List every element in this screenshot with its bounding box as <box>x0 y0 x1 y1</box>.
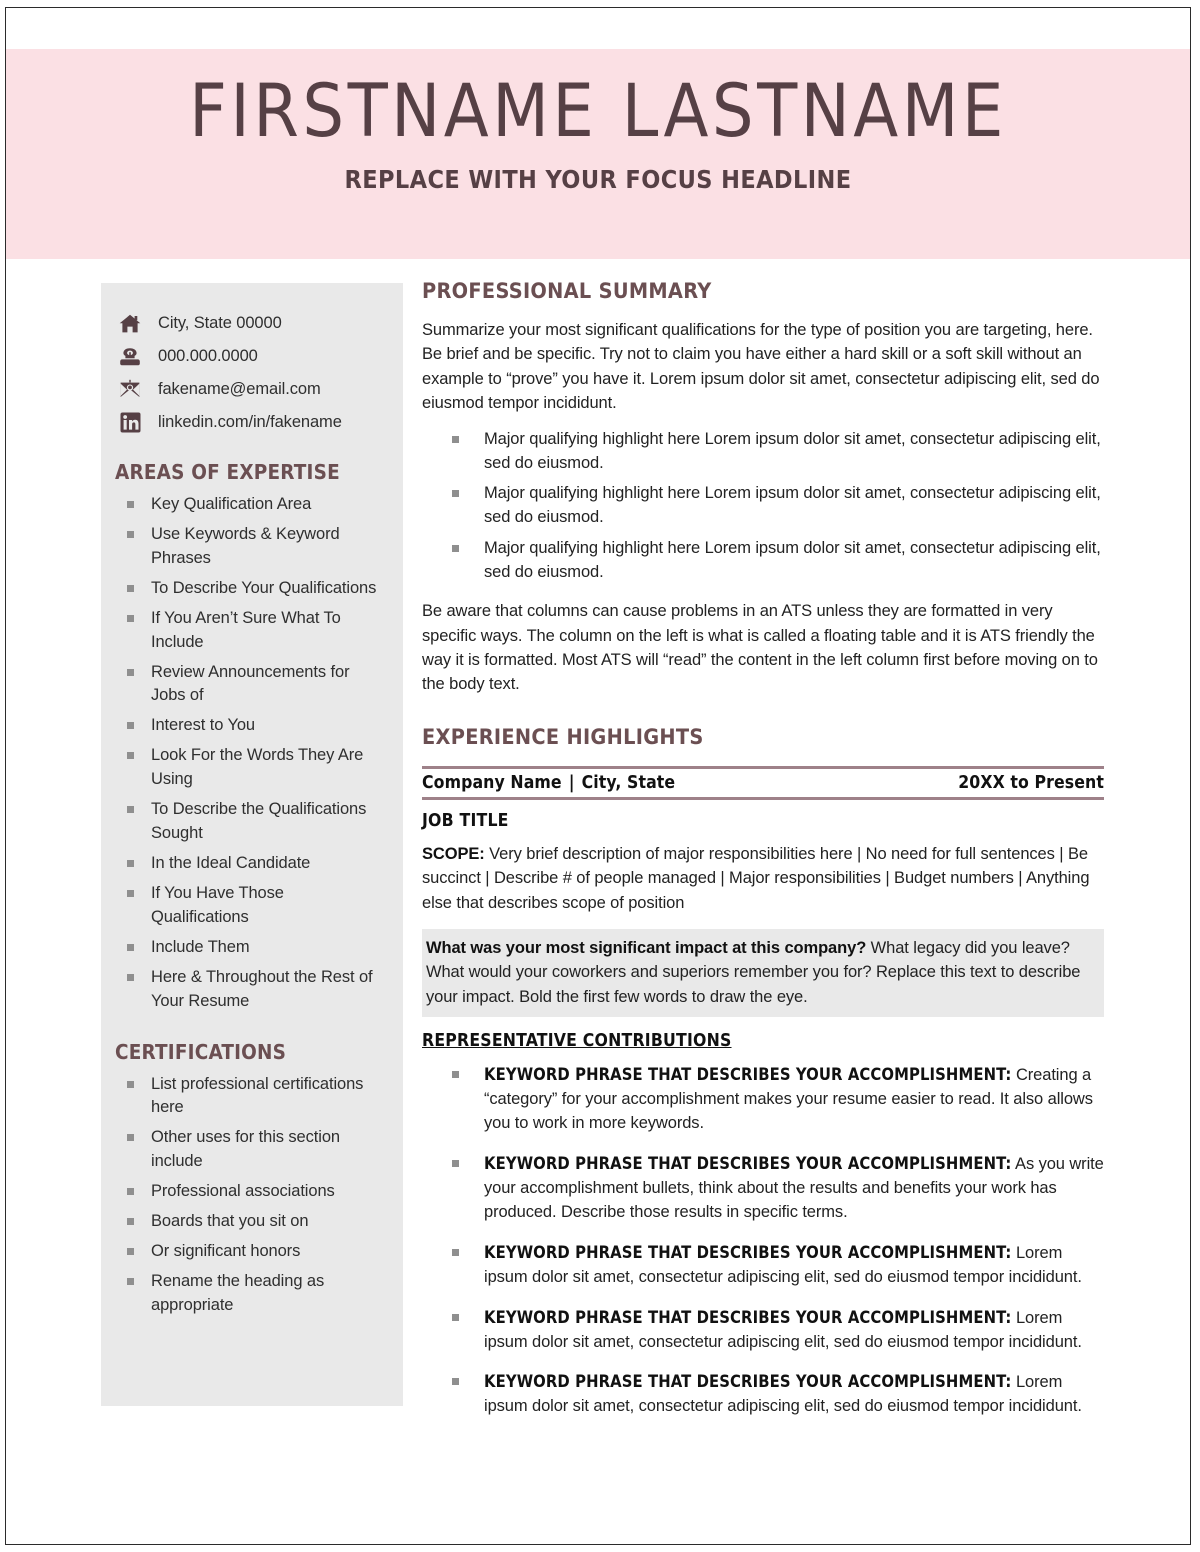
contribution-keyword: KEYWORD PHRASE THAT DESCRIBES YOUR ACCOMPLISHMENT: <box>484 1242 1012 1262</box>
home-icon <box>115 314 145 333</box>
list-item: Or significant honors <box>115 1240 385 1264</box>
list-item: If You Aren’t Sure What To Include <box>115 607 385 655</box>
company-band <box>422 766 1104 800</box>
linkedin-icon[interactable] <box>115 412 145 433</box>
contribution-text: Lorem ipsum dolor sit amet, consectetur adipiscing elit, sed do eiusmod tempor incididunt. <box>484 1243 1082 1286</box>
contact-phone-text: 000.000.0000 <box>158 346 258 365</box>
summary-highlights-list <box>422 428 1104 586</box>
job-title: JOB TITLE <box>422 810 509 831</box>
contribution-text: Lorem ipsum dolor sit amet, consectetur adipiscing elit, sed do eiusmod tempor incididunt. <box>484 1373 1082 1416</box>
list-item: List professional certifications here <box>115 1073 385 1121</box>
company-name: Company Name <box>422 772 562 793</box>
phone-icon <box>115 347 145 366</box>
list-item: Review Announcements for Jobs of <box>115 661 385 709</box>
main-column <box>422 279 1104 1435</box>
resume-page <box>5 7 1191 1545</box>
certifications-list <box>115 1073 385 1318</box>
sidebar <box>101 283 403 1406</box>
contact-location-text: City, State 00000 <box>158 313 282 332</box>
list-item: Include Them <box>115 936 385 960</box>
focus-headline: REPLACE WITH YOUR FOCUS HEADLINE <box>344 164 852 194</box>
impact-text: What legacy did you leave? What would your coworkers and superiors remember you for? Replace this text to describe your impact. Bold the first few words to draw the eye. <box>426 939 1081 1006</box>
contribution-text: Lorem ipsum dolor sit amet, consectetur adipiscing elit, sed do eiusmod tempor incididunt. <box>484 1308 1082 1351</box>
content-area <box>6 259 1190 1544</box>
scope-label: SCOPE: <box>422 844 485 863</box>
company-location: City, State <box>581 772 676 793</box>
list-item: Other uses for this section include <box>115 1126 385 1174</box>
experience-highlights-heading: EXPERIENCE HIGHLIGHTS <box>422 724 704 750</box>
list-item: Look For the Words They Are Using <box>115 744 385 792</box>
impact-callout-box <box>422 929 1104 1017</box>
contact-item-phone <box>115 344 385 368</box>
list-item: To Describe the Qualifications Sought <box>115 798 385 846</box>
contact-item-location <box>115 311 385 335</box>
contact-email-text: fakename@email.com <box>158 379 321 398</box>
impact-paragraph <box>426 936 1096 1009</box>
areas-of-expertise-heading: AREAS OF EXPERTISE <box>115 460 340 484</box>
contribution-keyword: KEYWORD PHRASE THAT DESCRIBES YOUR ACCOMPLISHMENT: <box>484 1153 1012 1173</box>
contributions-list <box>422 1063 1104 1419</box>
name-banner <box>6 49 1190 259</box>
list-item <box>422 1306 1104 1355</box>
contact-item-linkedin[interactable] <box>115 410 385 434</box>
list-item: Major qualifying highlight here Lorem ipsum dolor sit amet, consectetur adipiscing elit, sed do eiusmod. <box>422 537 1104 585</box>
list-item: In the Ideal Candidate <box>115 852 385 876</box>
page-title: FIRSTNAME LASTNAME <box>189 69 1007 154</box>
list-item <box>422 1370 1104 1419</box>
employment-dates: 20XX to Present <box>958 772 1104 793</box>
email-icon <box>115 379 145 399</box>
list-item: Boards that you sit on <box>115 1210 385 1234</box>
list-item <box>422 1241 1104 1290</box>
ats-note-paragraph: Be aware that columns can cause problems in an ATS unless they are formatted in very specific ways. The column on the left is what is called a floating table and it is ATS friendly the way it is formatted. Most ATS will “read” the content in the left column first before moving on to the body text. <box>422 602 1098 694</box>
list-item <box>422 1152 1104 1225</box>
list-item <box>422 1063 1104 1136</box>
company-name-location <box>422 773 675 793</box>
areas-of-expertise-list <box>115 493 385 1014</box>
list-item: Key Qualification Area <box>115 493 385 517</box>
list-item: Here & Throughout the Rest of Your Resume <box>115 966 385 1014</box>
list-item: Use Keywords & Keyword Phrases <box>115 523 385 571</box>
list-item: If You Have Those Qualifications <box>115 882 385 930</box>
list-item: Major qualifying highlight here Lorem ipsum dolor sit amet, consectetur adipiscing elit, sed do eiusmod. <box>422 428 1104 476</box>
contribution-text: Creating a “category” for your accomplishment makes your resume easier to read. It also allows you to work in more keywords. <box>484 1066 1093 1133</box>
list-item: Rename the heading as appropriate <box>115 1270 385 1318</box>
professional-summary-heading: PROFESSIONAL SUMMARY <box>422 279 712 304</box>
contact-item-email <box>115 377 385 401</box>
contribution-keyword: KEYWORD PHRASE THAT DESCRIBES YOUR ACCOMPLISHMENT: <box>484 1307 1012 1327</box>
scope-paragraph <box>422 842 1104 915</box>
contact-linkedin-text[interactable]: linkedin.com/in/fakename <box>158 412 342 431</box>
summary-intro-paragraph: Summarize your most significant qualifications for the type of position you are targeting, here. Be brief and be specific. Try not to claim you have either a hard skill or a soft skill without an example to “prove” you have it. Lorem ipsum dolor sit amet, consectetur adipiscing elit, sed do eiusmod tempor incididunt. <box>422 321 1100 413</box>
list-item: Major qualifying highlight here Lorem ipsum dolor sit amet, consectetur adipiscing elit, sed do eiusmod. <box>422 482 1104 530</box>
list-item: To Describe Your Qualifications <box>115 577 385 601</box>
impact-question: What was your most significant impact at this company? <box>426 939 867 957</box>
certifications-heading: CERTIFICATIONS <box>115 1039 287 1064</box>
contribution-keyword: KEYWORD PHRASE THAT DESCRIBES YOUR ACCOMPLISHMENT: <box>484 1065 1012 1085</box>
list-item: Interest to You <box>115 714 385 738</box>
list-item: Professional associations <box>115 1180 385 1204</box>
contact-list <box>115 311 385 434</box>
company-separator: | <box>568 772 575 793</box>
contribution-text: As you write your accomplishment bullets, think about the results and benefits your work has produced. Describe those results in specific terms. <box>484 1154 1104 1221</box>
scope-text: Very brief description of major responsibilities here | No need for full sentences | Be succinct | Describe # of people managed | Major responsibilities | Budget numbers | Anything else that describes scope of position <box>422 844 1090 912</box>
representative-contributions-heading: REPRESENTATIVE CONTRIBUTIONS <box>422 1031 732 1052</box>
contribution-keyword: KEYWORD PHRASE THAT DESCRIBES YOUR ACCOMPLISHMENT: <box>484 1372 1012 1392</box>
